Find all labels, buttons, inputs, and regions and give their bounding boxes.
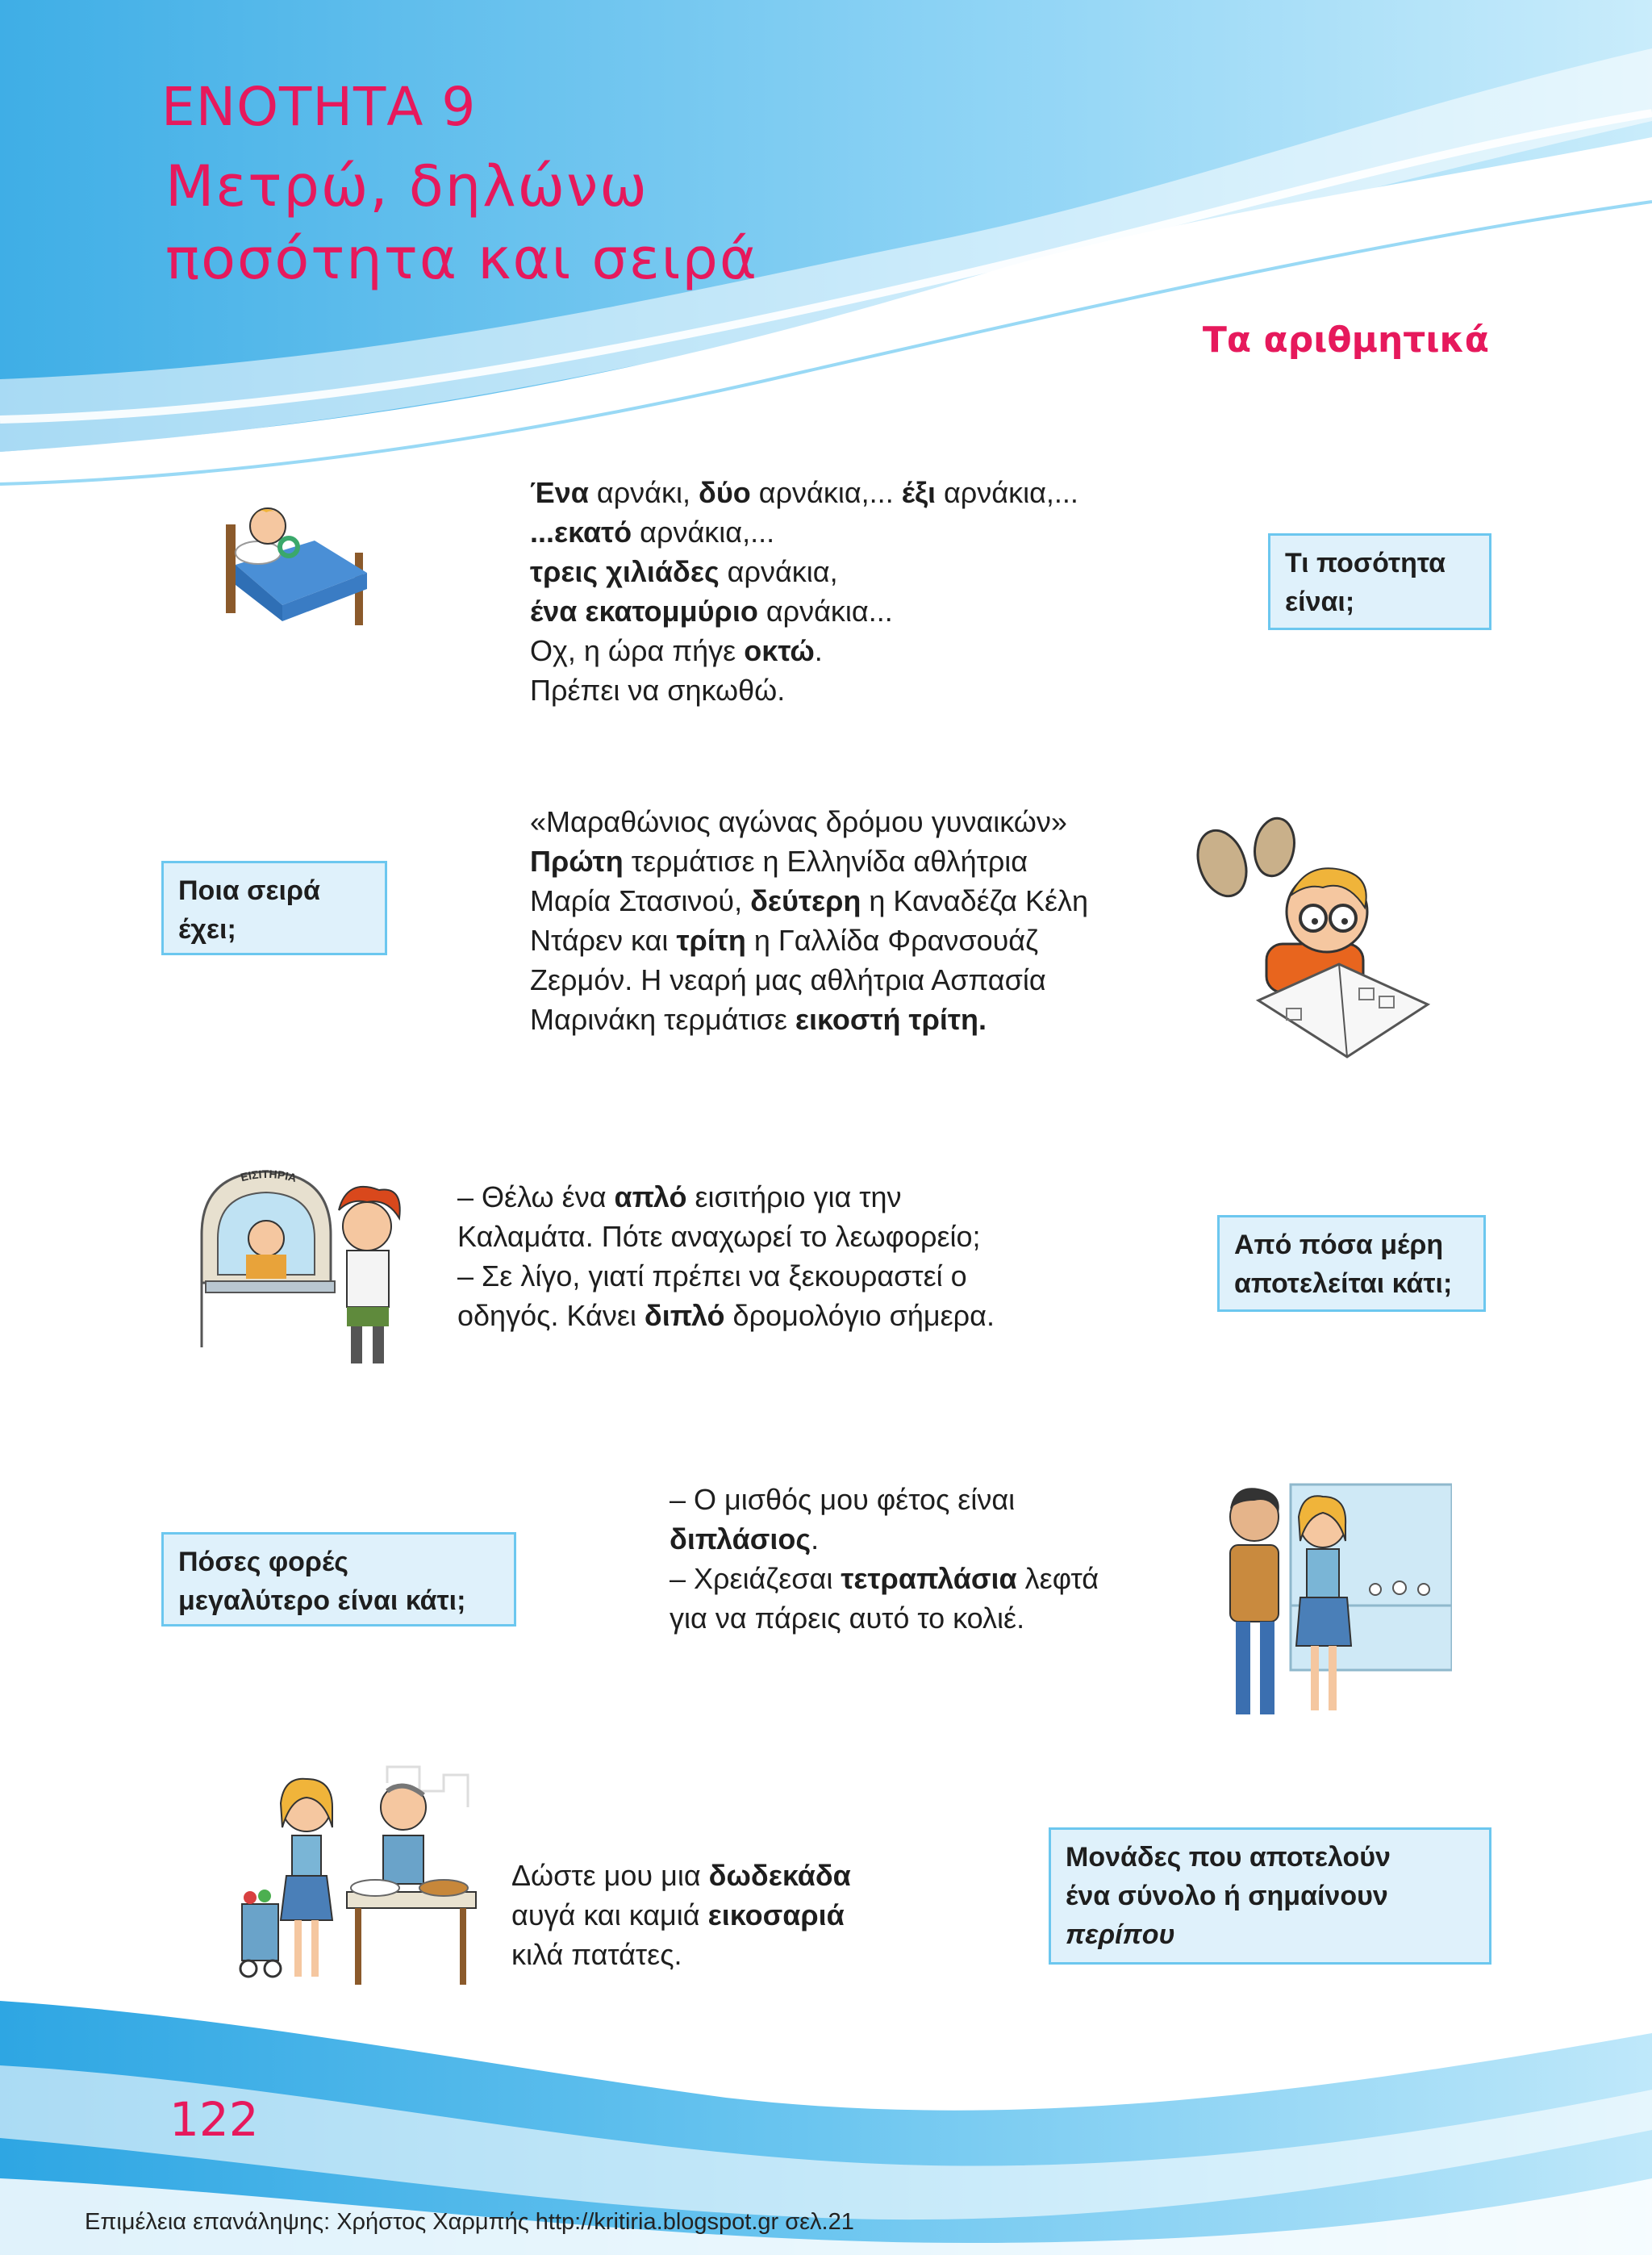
question-box-order [161,861,387,955]
bold-term: απλό [614,1180,687,1213]
bold-term: διπλάσιος [670,1522,811,1556]
ticket-office-illustration [186,1162,428,1372]
bold-term: οκτώ [744,634,815,667]
footer-credit: Επιμέλεια επανάληψης: Χρήστος Χαρμπής http://kritiria.blogspot.gr σελ.21 [85,2209,854,2235]
unit-title: ΕΝΟΤΗΤΑ 9 [161,76,477,138]
question-line [1066,1838,1475,1877]
question-line: είναι; [1285,587,1355,617]
text-segment: για να πάρεις αυτό το κολιέ. [670,1601,1025,1635]
text-segment: Καλαμάτα. Πότε αναχωρεί το λεωφορείο; [457,1220,981,1253]
couple-at-jewelry-window-illustration [1194,1468,1452,1727]
text-line [530,841,1088,881]
text-line [530,1000,1088,1039]
question-box-approx [1049,1827,1491,1965]
text-line [670,1519,1099,1559]
question-line: αποτελείται κάτι; [1234,1268,1453,1299]
bold-term: διπλό [644,1299,725,1332]
question-line: Από πόσα μέρη [1234,1230,1444,1260]
boy-reading-newspaper-illustration [1186,815,1436,1065]
text-segment: Οχ, η ώρα πήγε [530,634,745,667]
text-segment: . [814,634,823,667]
question-line: Τι ποσότητα [1285,548,1446,578]
text-segment: η Καναδέζα Κέλη [861,884,1089,917]
text-line [530,921,1088,960]
text-block-order [530,802,1088,1039]
boy-in-bed-illustration [218,476,379,637]
text-segment: Μαρινάκη τερμάτισε [530,1003,795,1036]
question-line: Πόσες φορές [178,1547,348,1577]
question-line: μεγαλύτερο είναι κάτι; [178,1585,466,1616]
text-segment: η Γαλλίδα Φρανσουάζ [745,924,1038,957]
bold-term: τρεις χιλιάδες [530,555,720,588]
bold-term: δύο [698,476,751,509]
text-line [670,1480,1099,1519]
unit-subtitle-line1: Μετρώ, δηλώνω [165,153,649,219]
text-segment: Δώστε μου μια [511,1859,709,1892]
text-segment: – Χρειάζεσαι [670,1562,841,1595]
bold-term: έξι [901,476,936,509]
text-line [530,473,1078,512]
text-segment: «Μαραθώνιος αγώνας δρόμου γυναικών» [530,805,1067,838]
text-segment: Ντάρεν και [530,924,677,957]
bold-term: εικοστή τρίτη. [795,1003,987,1036]
text-segment: Πρέπει να σηκωθώ. [530,674,786,707]
text-line [511,1856,851,1895]
text-block-approx [511,1856,851,1974]
ticket-sign: ΕΙΣΙΤΗΡΙΑ [239,1167,298,1185]
bold-term: ένα εκατομμύριο [530,595,758,628]
text-segment: αρνάκια,... [935,476,1078,509]
question-line: έχει; [178,914,236,945]
bold-term: τετραπλάσια [841,1562,1017,1595]
text-block-parts [457,1177,995,1335]
text-line [530,960,1088,1000]
text-line [530,591,1078,631]
bold-term: Ένα [530,476,589,509]
text-block-multiple [670,1480,1099,1638]
question-line: Ποια σειρά [178,875,320,906]
text-line [511,1895,851,1935]
text-segment: οδηγός. Κάνει [457,1299,645,1332]
text-segment: αρνάκια,... [750,476,902,509]
text-segment: ένα σύνολο ή σημαίνουν [1066,1881,1388,1911]
text-segment: αρνάκια... [757,595,893,628]
text-segment: δρομολόγιο σήμερα. [724,1299,995,1332]
text-segment: αρνάκι, [588,476,699,509]
text-line [670,1559,1099,1598]
text-segment: τερμάτισε η Ελληνίδα αθλήτρια [623,845,1028,878]
text-line [511,1935,851,1974]
market-shopping-illustration [226,1759,484,2001]
text-segment: Ζερμόν. Η νεαρή μας αθλήτρια Ασπασία [530,963,1046,996]
bold-term: ...εκατό [530,516,632,549]
italic-term: περίπου [1066,1919,1175,1950]
text-segment: αρνάκια, [719,555,838,588]
bold-term: Πρώτη [530,845,624,878]
text-line [457,1296,995,1335]
text-line [457,1256,995,1296]
text-segment: – Θέλω ένα [457,1180,615,1213]
text-line [530,802,1088,841]
text-line [670,1598,1099,1638]
text-segment: . [811,1522,820,1556]
text-line [530,670,1078,710]
text-line [530,881,1088,921]
question-line [1066,1877,1475,1915]
text-segment: Μαρία Στασινού, [530,884,751,917]
text-block-quantity [530,473,1078,710]
text-line [457,1217,995,1256]
section-title: Τα αριθμητικά [1202,319,1489,361]
text-segment: λεφτά [1016,1562,1099,1595]
text-line [530,512,1078,552]
text-line [530,631,1078,670]
unit-subtitle-line2: ποσότητα και σειρά [165,226,759,292]
bold-term: δωδεκάδα [708,1859,851,1892]
bold-term: δεύτερη [750,884,861,917]
bold-term: τρίτη [676,924,746,957]
text-line [457,1177,995,1217]
question-box-multiple [161,1532,516,1627]
text-segment: Μονάδες που αποτελούν [1066,1842,1391,1873]
text-segment: – Σε λίγο, γιατί πρέπει να ξεκουραστεί ο [457,1259,967,1292]
text-segment: – Ο μισθός μου φέτος είναι [670,1483,1016,1516]
text-line [530,552,1078,591]
question-box-quantity [1268,533,1491,630]
text-segment: εισιτήριο για την [686,1180,902,1213]
question-line [1066,1915,1475,1954]
bold-term: εικοσαριά [707,1898,845,1931]
text-segment: αυγά και καμιά [511,1898,708,1931]
question-box-parts [1217,1215,1486,1312]
text-segment: κιλά πατάτες. [511,1938,682,1971]
page-number: 122 [169,2092,259,2147]
text-segment: αρνάκια,... [632,516,775,549]
